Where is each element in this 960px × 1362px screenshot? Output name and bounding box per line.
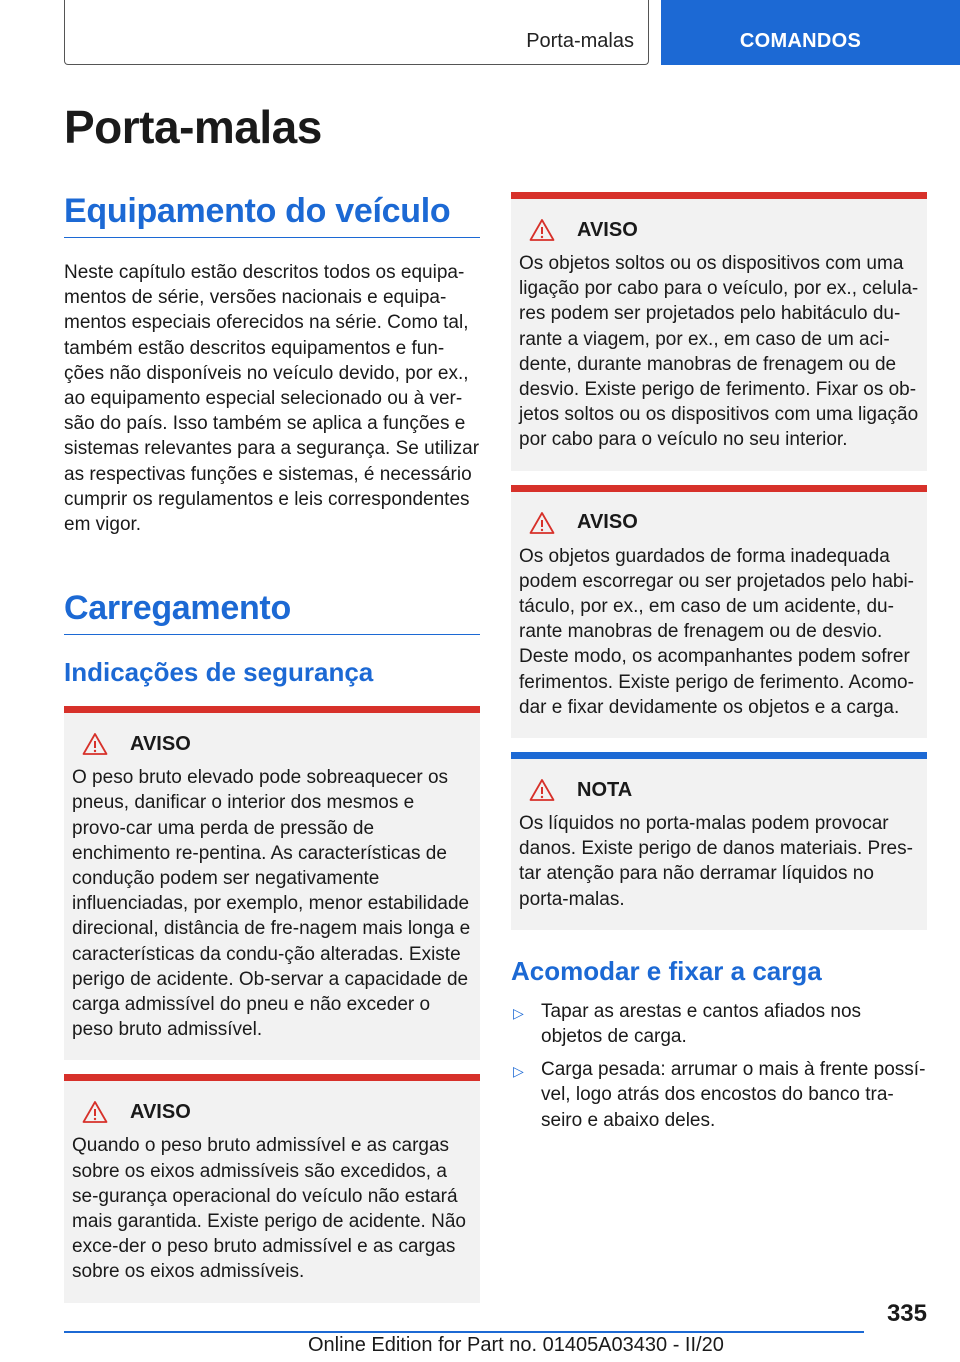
heading-indicacoes-seguranca: Indicações de segurança — [64, 657, 374, 688]
warning-triangle-icon — [82, 732, 108, 756]
header-section-tab — [64, 0, 649, 65]
warning-triangle-icon — [82, 1100, 108, 1124]
warning-text-1: O peso bruto elevado pode sobreaquecer os pneus, danificar o interior dos mesmos e provo-car uma perda de pressão de enchimento re-pentina. As características de condução podem ser negativamente influenciadas, por exemplo, menor estabilidade direcional, distância de fre-nagem mais longa e características da condu-ção alteradas. Existe perigo de acidente. Ob-servar a capacidade de carga admissível do pneu e não exceder o peso bruto admissível. — [72, 767, 471, 1041]
warning-text-3: Os objetos soltos ou os dispositivos com uma ligação por cabo para o veículo, por ex., celula-res podem ser projetados pelo habitáculo du-rante a viagem, por ex., em caso de um aci-dente, durante manobras de frenagem ou de desvio. Existe perigo de ferimento. Fixar os ob-jetos soltos ou os dispositivos com uma ligação por cabo para o veículo no seu interior. — [519, 253, 919, 451]
warning-triangle-icon — [529, 778, 555, 802]
warning-box-1 — [64, 706, 480, 1060]
warning-box-4 — [511, 485, 927, 738]
footer-edition: Online Edition for Part no. 01405A03430 - II/20 — [308, 1334, 724, 1356]
list-item — [511, 1057, 927, 1133]
header-chapter-label: COMANDOS — [739, 30, 862, 52]
page-number: 335 — [886, 1300, 927, 1327]
warning-text-4: Os objetos guardados de forma inadequada podem escorregar ou ser projetados pelo habi-táculo, por ex., em caso de um acidente, du-rante manobras de frenagem ou de desvio. Deste modo, os acompanhantes podem sofrer ferimentos. Existe perigo de ferimento. Acomo-dar e fixar devidamente os objetos e a carga. — [519, 545, 915, 718]
note-box — [511, 752, 927, 930]
note-text: Os líquidos no porta-malas podem provocar danos. Existe perigo de danos materiais. Pres-tar atenção para não derramar líquidos no porta-malas. — [519, 813, 913, 910]
heading-equipamento: Equipamento do veículo — [64, 192, 480, 238]
warning-triangle-icon — [529, 218, 555, 242]
warning-box-2 — [64, 1074, 480, 1302]
warning-text-2: Quando o peso bruto admissível e as cargas sobre os eixos admissíveis são excedidos, a se-gurança operacional do veículo não estará mais garantida. Existe perigo de acidente. Não exce-der o peso bruto admissível e as cargas sobre os eixos admissíveis. — [72, 1135, 466, 1283]
list-item — [511, 999, 927, 1049]
heading-acomodar: Acomodar e fixar a carga — [511, 955, 822, 986]
warning-triangle-icon — [529, 511, 555, 535]
left-column — [64, 192, 480, 1303]
page-title: Porta-malas — [64, 101, 322, 153]
warning-title-2: AVISO — [130, 1100, 191, 1123]
triangle-bullet-icon: ▷ — [513, 1004, 524, 1021]
warning-title-4: AVISO — [577, 511, 638, 534]
header-chapter-tab — [661, 0, 960, 65]
warning-title-3: AVISO — [577, 218, 638, 241]
warning-title-1: AVISO — [130, 732, 191, 755]
list-item-text: Tapar as arestas e cantos afiados nos objetos de carga. — [541, 1000, 862, 1048]
heading-carregamento: Carregamento — [64, 589, 480, 635]
footer-divider — [64, 1331, 864, 1333]
warning-box-3 — [511, 192, 927, 471]
right-column — [511, 192, 927, 1141]
header-section-label: Porta-malas — [526, 30, 634, 52]
paragraph-equipamento: Neste capítulo estão descritos todos os equipa-mentos de série, versões nacionais e equipa-mentos especiais oferecidos na série. Como tal, também estão descritos equipamentos e fun-ções não disponíveis no veículo devido, por ex., ao equipamento especial selecionado ou à ver-são do país. Isso também se aplica a funções e sistemas relevantes para a segurança. Se utilizar as respectivas funções e sistemas, é necessário cumprir os regulamentos e leis correspondentes em vigor. — [64, 262, 480, 536]
note-title: NOTA — [577, 778, 633, 801]
list-item-text: Carga pesada: arrumar o mais à frente possí-vel, logo atrás dos encostos do banco tra-seiro e abaixo deles. — [541, 1059, 926, 1131]
triangle-bullet-icon: ▷ — [513, 1063, 524, 1080]
